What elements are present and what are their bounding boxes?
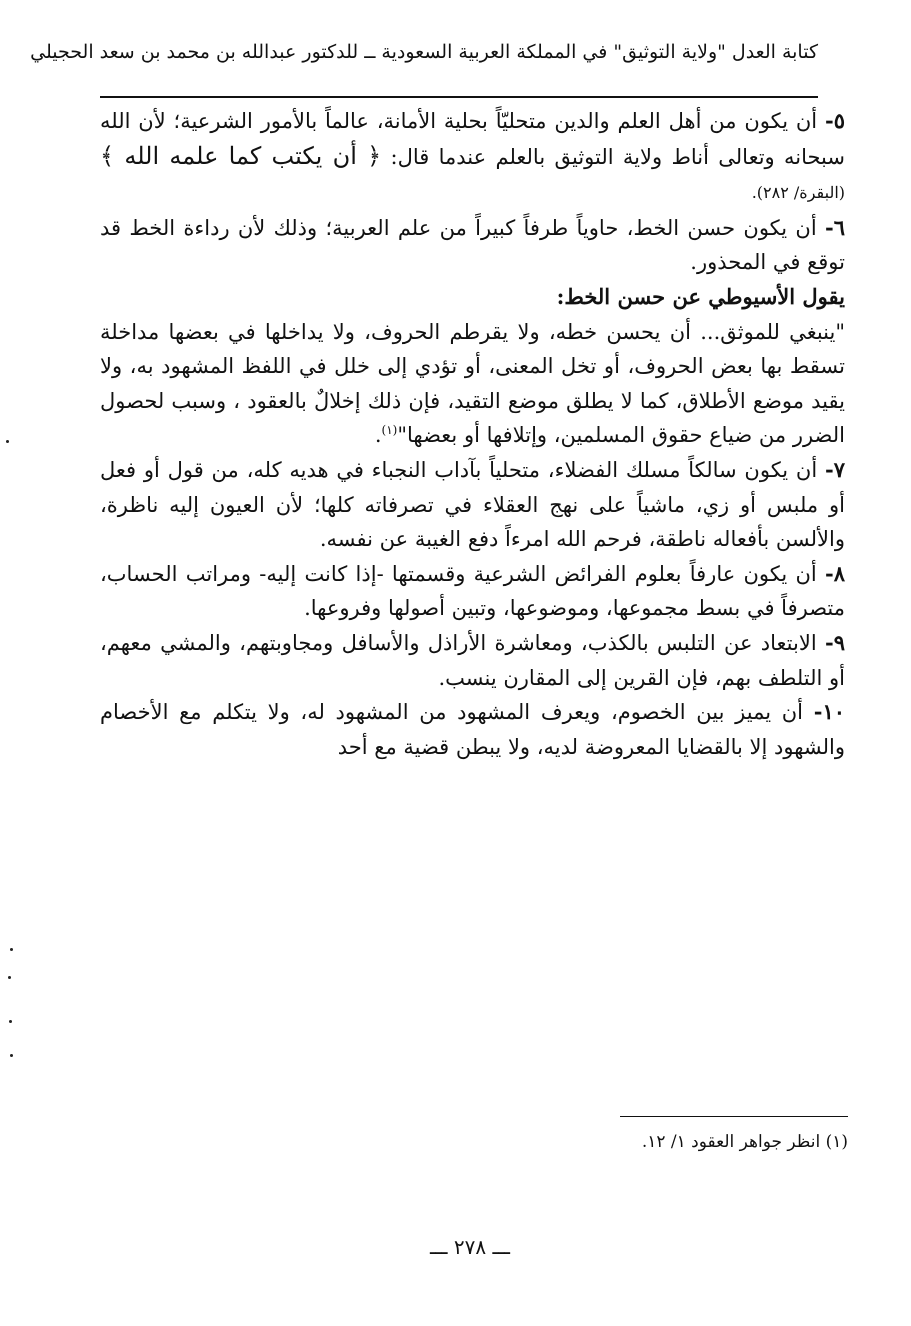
scan-speck bbox=[9, 1020, 12, 1023]
scan-speck bbox=[8, 976, 11, 979]
scan-speck bbox=[6, 440, 9, 443]
item-number: ٧- bbox=[825, 456, 845, 482]
list-item-10 bbox=[100, 695, 845, 764]
verse-reference: (البقرة/ ٢٨٢). bbox=[751, 183, 845, 203]
footnote-marker[interactable]: (١) bbox=[381, 423, 398, 438]
list-item-7 bbox=[100, 453, 845, 557]
list-item-8 bbox=[100, 557, 845, 626]
item-number: ٨- bbox=[825, 560, 845, 586]
list-item-6 bbox=[100, 211, 845, 280]
scan-speck bbox=[10, 948, 13, 951]
item-text: أن يكون عارفاً بعلوم الفرائض الشرعية وقسمتها -إذا كانت إليه- ومراتب الحساب، متصرفاً في بسط مجموعها، وموضوعها، وتبين أصولها وفروعها. bbox=[100, 561, 845, 621]
footnote: (١) انظر جواهر العقود ١/ ١٢. bbox=[641, 1132, 848, 1152]
item-number: ٦- bbox=[825, 214, 845, 240]
list-item-9 bbox=[100, 626, 845, 695]
item-text: أن يكون حسن الخط، حاوياً طرفاً كبيراً من علم العربية؛ وذلك لأن رداءة الخط قد توقع في المحذور. bbox=[100, 215, 845, 275]
item-number: ٩- bbox=[824, 629, 845, 655]
item-text: أن يميز بين الخصوم، ويعرف المشهود من المشهود له، ولا يتكلم مع الأخصام والشهود إلا بالقضايا المعروضة لديه، ولا يبطن قضية مع أحد bbox=[100, 700, 845, 759]
scan-speck bbox=[10, 1054, 13, 1057]
item-number: ١٠- bbox=[813, 699, 845, 725]
item-number: ٥- bbox=[825, 108, 846, 133]
quote-text: "ينبغي للموثق... أن يحسن خطه، ولا يقرطم الحروف، ولا يداخلها في بعضها مداخلة تسقط بها بعض الحروف، أو تخل المعنى، أو تؤدي إلى خلل في اللفظ المشهود به، ولا يقيد موضع الأطلاق، كما لا يطلق موضع التقيد، فإن ذلك إخلالٌ بالعقود ، وسبب لحصول الضرر من ضياع حقوق المسلمين، وإتلافها أو بعضها" bbox=[100, 319, 845, 448]
quran-verse: ﴿ أن يكتب كما علمه الله ﴾ bbox=[100, 141, 382, 170]
page-number: ـــ ٢٧٨ ـــ bbox=[429, 1235, 511, 1259]
quote-intro: يقول الأسيوطي عن حسن الخط: bbox=[556, 283, 845, 309]
quote-end: . bbox=[374, 423, 382, 448]
item-text: أن يكون من أهل العلم والدين متحليّاً بحلية الأمانة، عالماً بالأمور الشرعية؛ لأن الله سبحانه وتعالى أناط ولاية التوثيق بالعلم عندما قال: bbox=[100, 109, 845, 169]
main-text bbox=[100, 104, 845, 764]
footnote-divider bbox=[620, 1116, 848, 1117]
running-header: كتابة العدل "ولاية التوثيق" في المملكة العربية السعودية ــ للدكتور عبدالله بن محمد بن سعد الحجيلي bbox=[30, 41, 818, 63]
list-item-5 bbox=[100, 104, 845, 211]
item-text: أن يكون سالكاً مسلك الفضلاء، متحلياً بآداب النجباء في هديه كله، من قول أو فعل أو ملبس أو زي، ماشياً على نهج العقلاء في تصرفاته كلها؛ لأن العيون إليه ناظرة، والألسن بأفعاله ناطقة، فرحم الله امرءاً دفع الغيبة عن نفسه. bbox=[100, 457, 845, 552]
item-text: الابتعاد عن التلبس بالكذب، ومعاشرة الأراذل والأسافل ومجاوبتهم، والمشي معهم، أو التلطف بهم، فإن القرين إلى المقارن ينسب. bbox=[100, 630, 845, 690]
header-divider bbox=[100, 96, 818, 98]
quote-block bbox=[100, 315, 845, 453]
